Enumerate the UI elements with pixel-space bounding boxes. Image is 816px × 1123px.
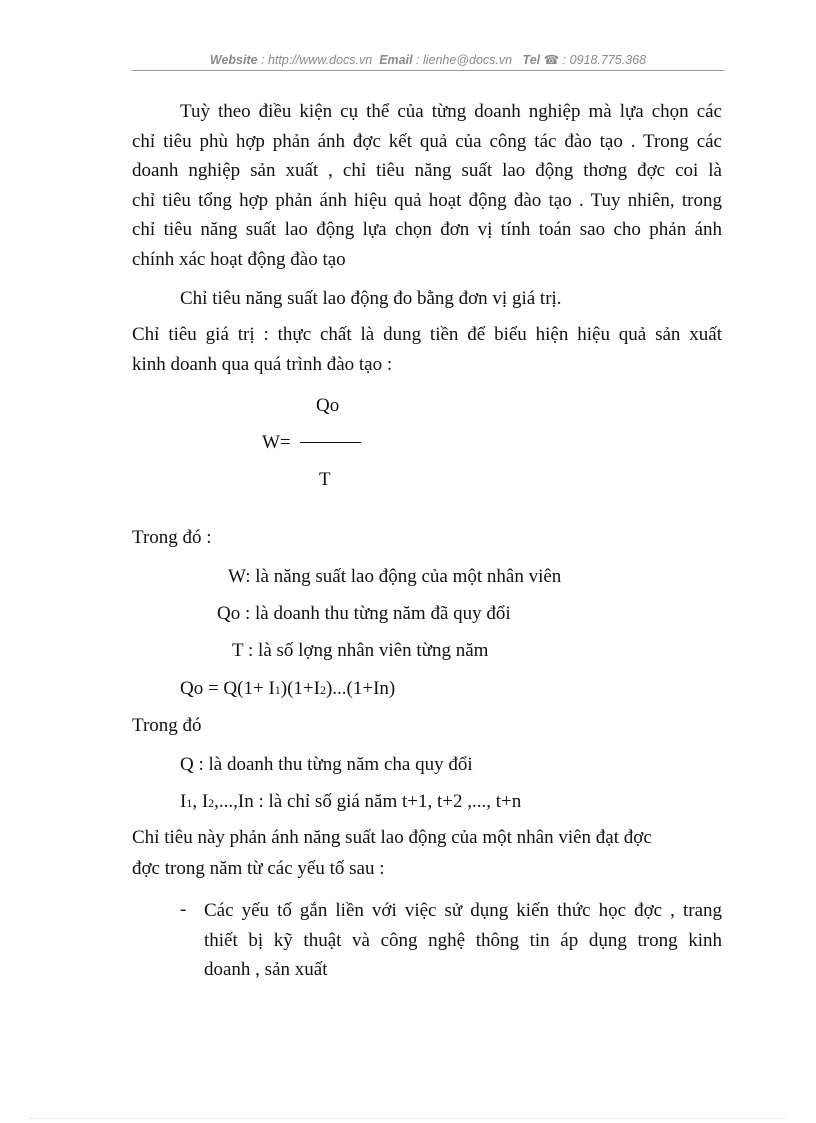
paragraph-1 [132,97,722,274]
definition-t: T : là số lợng nhân viên từng năm [232,640,489,661]
bullet-line: doanh , sản xuất [204,959,328,980]
bullet-line: thiết bị kỹ thuật và công nghệ thông tin áp dụng trong kinh [204,929,722,951]
where-heading-1: Trong đó : [132,527,212,548]
tel-value: : 0918.775.368 [559,53,647,67]
formula-denominator: T [319,469,331,490]
where-heading-2: Trong đó [132,715,202,736]
qo-formula-part: )...(1+In) [325,678,396,699]
definition-i [180,787,521,819]
qo-formula-part: )(1+I [280,678,320,699]
definition-i-sub: 2 [208,796,215,810]
paragraph-4-line: đợc trong năm từ các yếu tố sau : [132,858,385,879]
definition-i-part: , I [192,791,209,812]
paragraph-3-line: kinh doanh qua quá trình đào tạo : [132,353,393,375]
formula-lhs: W= [262,432,291,453]
bullet-dash: - [180,899,187,920]
definition-w: W: là năng suất lao động của một nhân viên [228,566,562,587]
website-value: : http://www.docs.vn [257,53,373,67]
qo-formula-sub: 1 [274,683,281,697]
paragraph-4-line: Chỉ tiêu này phản ánh năng suất lao động của một nhân viên đạt đợc [132,827,652,848]
paragraph-1-line: chỉ tiêu phù hợp phản ánh đợc kết quả của công tác đào tạo . Trong các [132,130,722,152]
page-header [132,52,724,67]
definition-qo: Qo : là doanh thu từng năm đã quy đổi [217,603,511,624]
website-label: Website [209,53,258,67]
paragraph-1-line: doanh nghiệp sản xuất , chỉ tiêu năng suất lao động thơng đợc coi là [132,160,722,181]
definition-q: Q : là doanh thu từng năm cha quy đổi [180,754,473,775]
phone-icon: ☎ [543,53,560,67]
email-value: : lienhe@docs.vn [412,53,513,67]
tel-label: Tel [522,53,541,67]
paragraph-1-line: Tuỳ theo điều kiện cụ thể của từng doanh nghiệp mà lựa chọn các [180,101,722,122]
paragraph-1-line: chính xác hoạt động đào tạo [132,248,346,270]
definition-i-part: I [180,791,187,812]
fraction-bar [300,442,361,443]
qo-formula [180,674,395,706]
definition-i-part: ,...,In : là chỉ số giá năm t+1, t+2 ,..., t+n [214,791,522,812]
footer-divider [30,1118,786,1119]
qo-formula-part: Qo = Q(1+ I [180,678,275,699]
paragraph-3-line: Chỉ tiêu giá trị : thực chất là dung tiền để biểu hiện hiệu quả sản xuất [132,324,722,345]
paragraph-2: Chỉ tiêu năng suất lao động đo bằng đơn vị giá trị. [180,288,562,309]
paragraph-1-line: chỉ tiêu năng suất lao động lựa chọn đơn vị tính toán sao cho phản ánh [132,219,722,240]
email-label: Email [379,53,413,67]
bullet-line: Các yếu tố gắn liền với việc sử dụng kiến thức học đợc , trang [204,900,722,921]
paragraph-3 [132,320,722,379]
qo-formula-sub: 2 [319,683,326,697]
bullet-item-1 [204,896,722,985]
formula-numerator: Qo [316,395,340,416]
definition-i-sub: 1 [186,796,193,810]
paragraph-1-line: chỉ tiêu tổng hợp phản ánh hiệu quả hoạt động đào tạo . Tuy nhiên, trong [132,189,722,211]
header-divider [132,70,724,71]
